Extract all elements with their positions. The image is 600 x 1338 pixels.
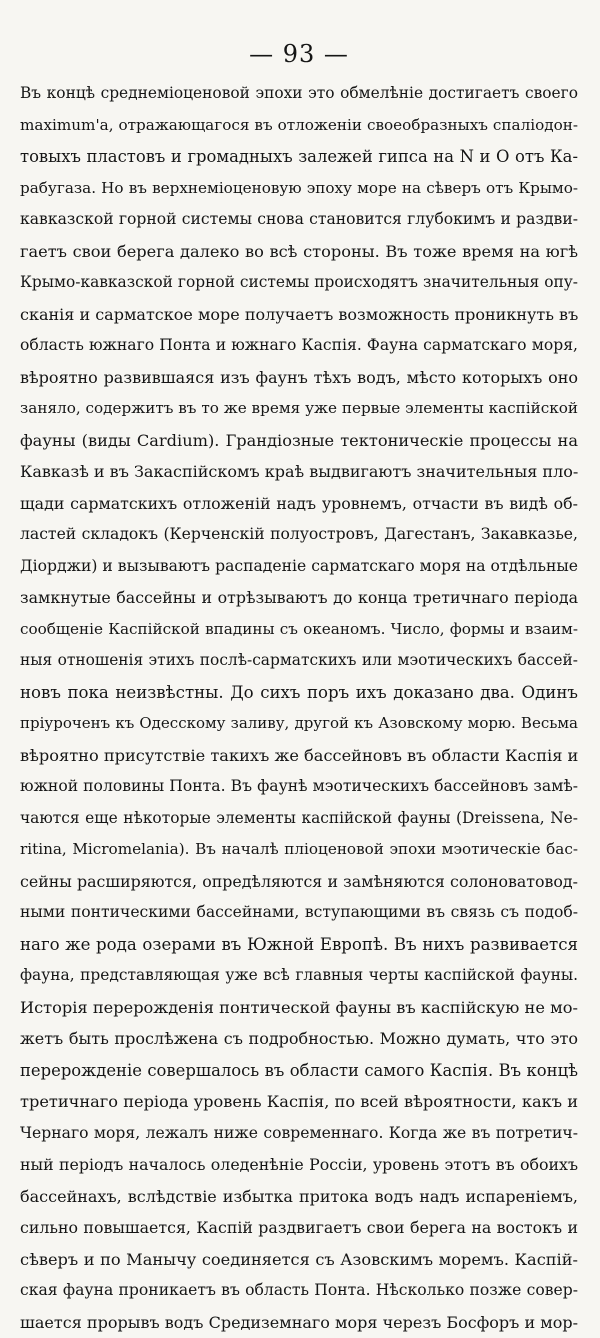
text-line: maximum'a, отражающагося въ отложеніи своеобразныхъ спаліодон- [20, 110, 578, 142]
text-line: Въ концѣ среднеміоценовой эпохи это обмелѣніе достигаетъ своего [20, 78, 578, 110]
text-line: Исторія перерожденія понтической фауны въ каспійскую не мо- [20, 992, 578, 1024]
text-line: заняло, содержитъ въ то же время уже первые элементы каспійской [20, 393, 578, 425]
text-line: пріуроченъ къ Одесскому заливу, другой къ Азовскому морю. Весьма [20, 708, 578, 740]
text-line: наго же рода озерами въ Южной Европѣ. Въ нихъ развивается [20, 929, 578, 961]
text-line: новъ пока неизвѣстны. До сихъ поръ ихъ доказано два. Одинъ [20, 677, 578, 709]
text-line: ныя отношенія этихъ послѣ-сарматскихъ или мэотическихъ бассей- [20, 645, 578, 677]
text-line: сообщеніе Каспійской впадины съ океаномъ. Число, формы и взаим- [20, 614, 578, 646]
text-line: ластей складокъ (Керченскій полуостровъ, Дагестанъ, Закавказье, [20, 519, 578, 551]
text-line: сѣверъ и по Манычу соединяется съ Азовскимъ моремъ. Каспій- [20, 1244, 578, 1276]
text-line: рабугаза. Но въ верхнеміоценовую эпоху море на сѣверъ отъ Крымо- [20, 173, 578, 205]
text-line: сканія и сарматское море получаетъ возможность проникнуть въ [20, 299, 578, 331]
text-line: ными понтическими бассейнами, вступающими въ связь съ подоб- [20, 897, 578, 929]
text-line: фауны (виды Cardium). Грандіозные тектоническіе процессы на [20, 425, 578, 457]
text-line: гаетъ свои берега далеко во всѣ стороны. Въ тоже время на югѣ [20, 236, 578, 268]
text-line: чаются еще нѣкоторые элементы каспійской фауны (Dreissena, Ne- [20, 803, 578, 835]
text-line: вѣроятно присутствіе такихъ же бассейновъ въ области Каспія и [20, 740, 578, 772]
text-line: товыхъ пластовъ и громадныхъ залежей гипса на N и O отъ Ка- [20, 141, 578, 173]
text-line: вѣроятно развившаяся изъ фаунъ тѣхъ водъ, мѣсто которыхъ оно [20, 362, 578, 394]
text-line: сильно повышается, Каспій раздвигаетъ свои берега на востокъ и [20, 1212, 578, 1244]
text-line: перерожденіе совершалось въ области самого Каспія. Въ концѣ [20, 1055, 578, 1087]
text-line: ный періодъ началось оледенѣніе Россіи, уровень этотъ въ обоихъ [20, 1149, 578, 1181]
text-line: ritina, Micromelania). Въ началѣ пліоценовой эпохи мэотическіе бас- [20, 834, 578, 866]
text-line: область южнаго Понта и южнаго Каспія. Фауна сарматскаго моря, [20, 330, 578, 362]
text-line: фауна, представляющая уже всѣ главныя черты каспійской фауны. [20, 960, 578, 992]
text-line: кавказской горной системы снова становится глубокимъ и раздви- [20, 204, 578, 236]
text-line: бассейнахъ, вслѣдствіе избытка притока водъ надъ испареніемъ, [20, 1181, 578, 1213]
text-line: сейны расширяются, опредѣляются и замѣняются солоноватовод- [20, 866, 578, 898]
text-line: жетъ быть прослѣжена съ подробностью. Можно думать, что это [20, 1023, 578, 1055]
text-line: замкнутые бассейны и отрѣзываютъ до конца третичнаго періода [20, 582, 578, 614]
text-line: шается прорывъ водъ Средиземнаго моря черезъ Босфоръ и мор- [20, 1307, 578, 1338]
page-number: — 93 — [20, 40, 578, 78]
text-line: южной половины Понта. Въ фаунѣ мэотическихъ бассейновъ замѣ- [20, 771, 578, 803]
text-line: Кавказѣ и въ Закаспійскомъ краѣ выдвигаютъ значительныя пло- [20, 456, 578, 488]
text-line: Чернаго моря, лежалъ ниже современнаго. Когда же въ потретич- [20, 1118, 578, 1150]
text-line: Крымо-кавказской горной системы происходятъ значительныя опу- [20, 267, 578, 299]
body-text [20, 78, 578, 1338]
text-line: щади сарматскихъ отложеній надъ уровнемъ, отчасти въ видѣ об- [20, 488, 578, 520]
text-line: третичнаго періода уровень Каспія, по всей вѣроятности, какъ и [20, 1086, 578, 1118]
text-line: ская фауна проникаетъ въ область Понта. Нѣсколько позже совер- [20, 1275, 578, 1307]
text-line: Діорджи) и вызываютъ распаденіе сарматскаго моря на отдѣльные [20, 551, 578, 583]
